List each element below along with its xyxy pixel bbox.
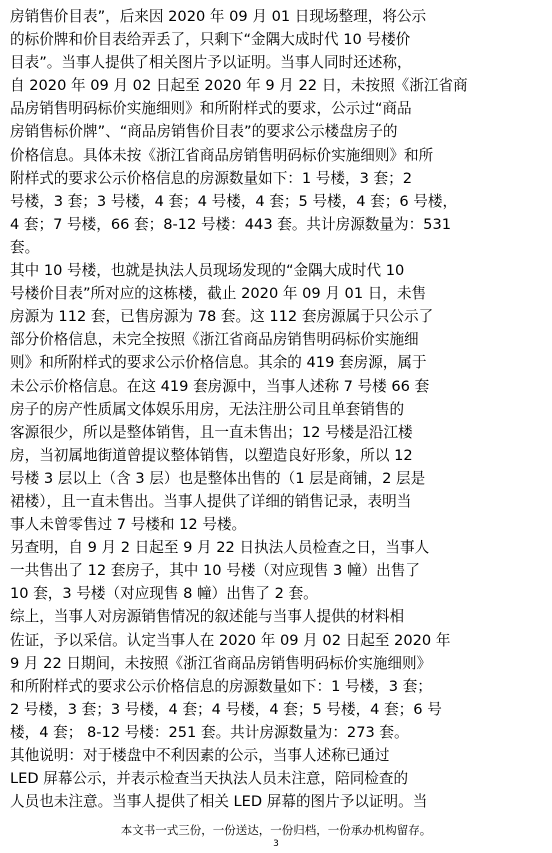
- text-line: 佐证，予以采信。认定当事人在 2020 年 09 月 02 日起至 2020 年: [10, 631, 451, 649]
- text-line: 另查明，自 9 月 2 日起至 9 月 22 日执法人员检查之日，当事人: [10, 539, 430, 557]
- text-line: 房销售价目表”，后来因 2020 年 09 月 01 日现场整理，将公示: [10, 8, 427, 25]
- text-line: 价格信息。具体未按《浙江省商品房销售明码标价实施细则》和所: [10, 146, 434, 164]
- text-line: 目表”。当事人提供了相关图片予以证明。当事人同时还述称，: [10, 54, 412, 72]
- text-line: 附样式的要求公示价格信息的房源数量如下：1 号楼，3 套；2: [10, 169, 412, 187]
- text-line: 楼，4 套； 8-12 号楼：251 套。共计房源数量为：273 套。: [10, 723, 409, 741]
- text-line: 2 号楼，3 套；3 号楼，4 套；4 号楼，4 套；5 号楼，4 套；6 号: [10, 700, 442, 718]
- footer-note: 本文书一式三份，一份送达，一份归档，一份承办机构留存。: [120, 823, 432, 837]
- text-line: 事人未曾零售过 7 号楼和 12 号楼。: [10, 516, 247, 534]
- text-line: 号楼价目表”所对应的这栋楼，截止 2020 年 09 月 01 日，未售: [10, 285, 427, 303]
- text-line: 其他说明：对于楼盘中不利因素的公示，当事人述称已通过: [10, 747, 390, 764]
- text-line: 套。: [10, 238, 40, 256]
- text-line: 客源很少，所以是整体销售，且一直未售出；12 号楼是沿江楼: [10, 423, 413, 441]
- text-line: 则》和所附样式的要求公示价格信息。其余的 419 套房源，属于: [10, 354, 427, 372]
- text-line: 和所附样式的要求公示价格信息的房源数量如下：1 号楼，3 套；: [10, 677, 432, 695]
- text-line: 自 2020 年 09 月 02 日起至 2020 年 9 月 22 日，未按照《浙江省商: [10, 77, 468, 95]
- document-body: [10, 5, 544, 813]
- text-line: 其中 10 号楼，也就是执法人员现场发现的“金隅大成时代 10: [10, 262, 405, 280]
- text-line: 综上，当事人对房源销售情况的叙述能与当事人提供的材料相: [10, 608, 405, 626]
- text-line: 人员也未注意。当事人提供了相关 LED 屏幕的图片予以证明。当: [10, 793, 428, 811]
- text-line: 裙楼），且一直未售出。当事人提供了详细的销售记录，表明当: [10, 492, 412, 510]
- text-line: LED 屏幕公示，并表示检查当天执法人员未注意，陪同检查的: [10, 770, 409, 788]
- page-number: 3: [273, 839, 279, 849]
- text-line: 品房销售明码标价实施细则》和所附样式的要求，公示过“商品: [10, 100, 412, 118]
- text-line: 房子的房产性质属文体娱乐用房，无法注册公司且单套销售的: [10, 400, 405, 418]
- text-line: 10 套，3 号楼（对应现售 8 幢）出售了 2 套。: [10, 585, 318, 603]
- text-line: 部分价格信息，未完全按照《浙江省商品房销售明码标价实施细: [10, 331, 419, 349]
- text-line: 房，当初属地街道曾提议整体销售，以塑造良好形象，所以 12: [10, 446, 413, 464]
- text-line: 一共售出了 12 套房子，其中 10 号楼（对应现售 3 幢）出售了: [10, 562, 420, 580]
- text-line: 未公示价格信息。在这 419 套房源中，当事人述称 7 号楼 66 套: [10, 377, 430, 395]
- text-line: 9 月 22 日期间，未按照《浙江省商品房销售明码标价实施细则》: [10, 654, 432, 672]
- text-line: 的标价牌和价目表给弄丢了，只剩下“金隅大成时代 10 号楼价: [10, 31, 411, 49]
- text-line: 号楼 3 层以上（含 3 层）也是整体出售的（1 层是商铺，2 层是: [10, 469, 426, 487]
- text-line: 房源为 112 套，已售房源为 78 套。这 112 套房源属于只公示了: [10, 308, 434, 326]
- text-line: 4 套；7 号楼，66 套；8-12 号楼：443 套。共计房源数量为：531: [10, 215, 452, 233]
- text-line: 号楼，3 套；3 号楼，4 套；4 号楼，4 套；5 号楼，4 套；6 号楼，: [10, 192, 458, 210]
- text-line: 房销售标价牌”、“商品房销售价目表”的要求公示楼盘房子的: [10, 123, 398, 141]
